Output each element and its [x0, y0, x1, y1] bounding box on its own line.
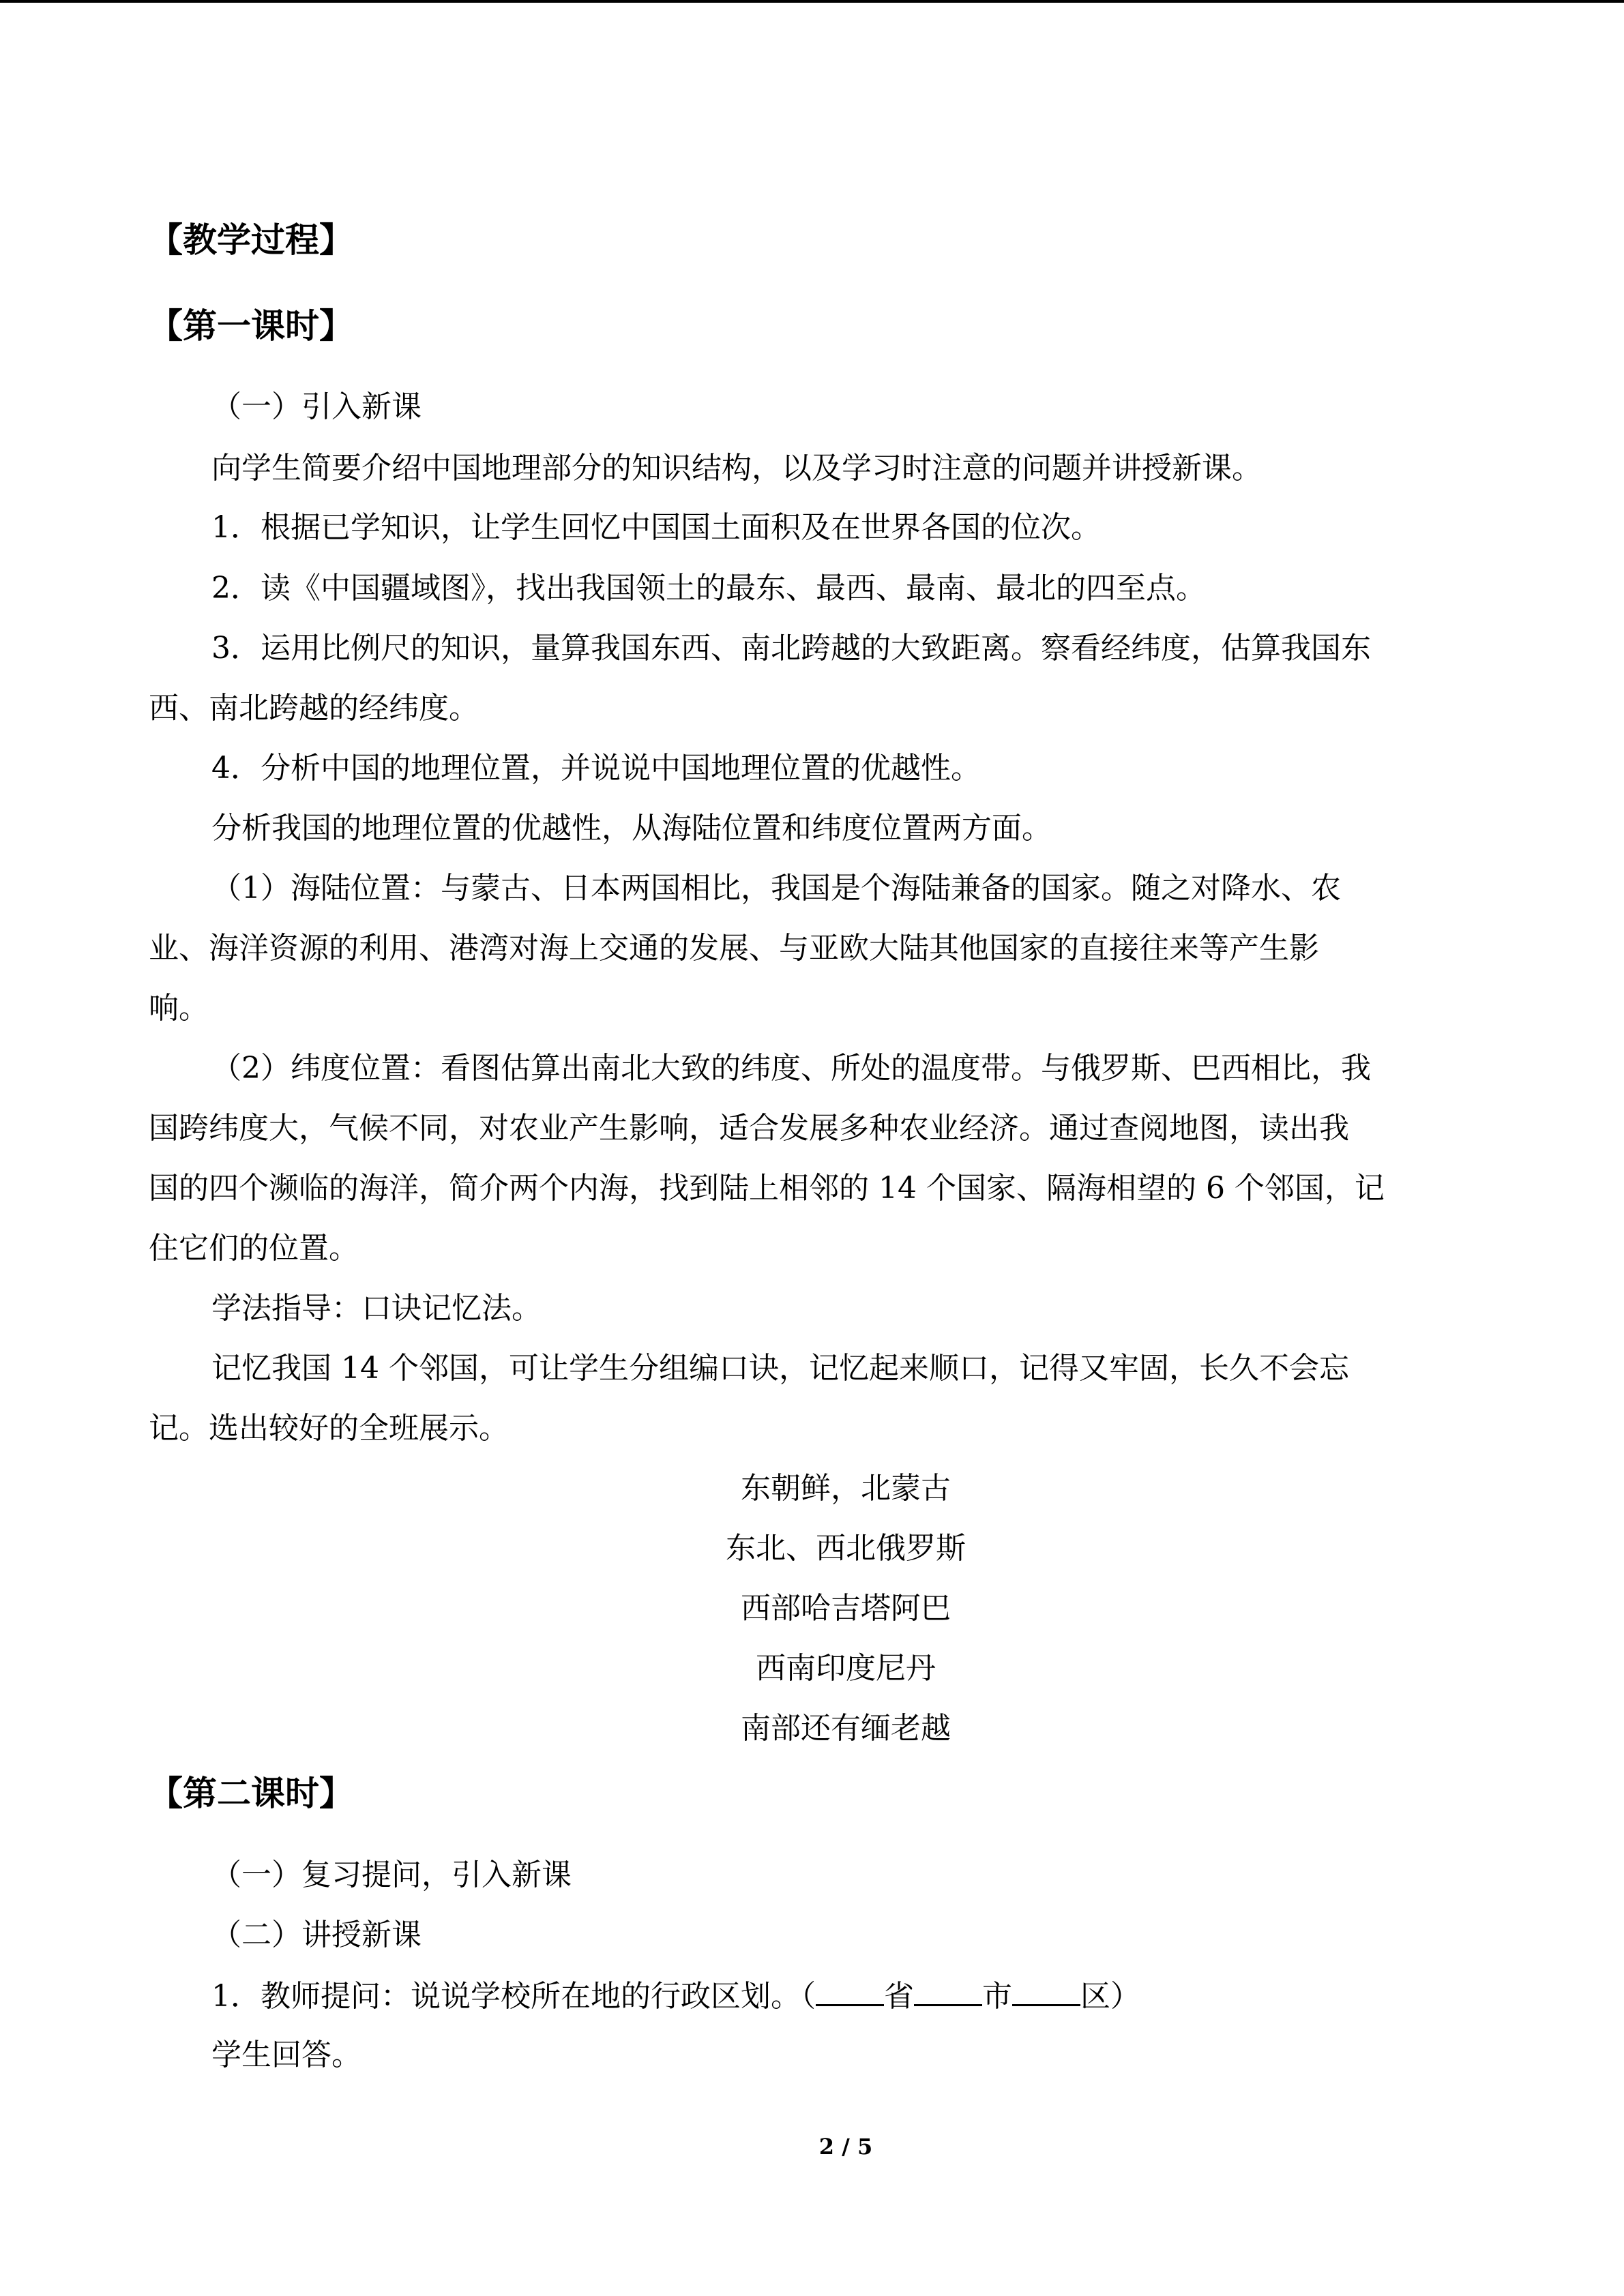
city-blank: [914, 1977, 982, 2006]
paragraph: （1）海陆位置：与蒙古、日本两国相比，我国是个海陆兼备的国家。随之对降水、农: [211, 871, 1341, 906]
district-blank: [1012, 1977, 1080, 2006]
paragraph: 1．根据已学知识，让学生回忆中国国土面积及在世界各国的位次。: [211, 510, 1101, 545]
mnemonic-verse-line: 西南印度尼丹: [756, 1651, 936, 1686]
paragraph-continuation: 业、海洋资源的利用、港湾对海上交通的发展、与亚欧大陆其他国家的直接往来等产生影: [149, 931, 1319, 966]
section-intro: （一）引入新课: [211, 389, 422, 424]
paragraph-continuation: 国的四个濒临的海洋，简介两个内海，找到陆上相邻的 14 个国家、隔海相望的 6 个邻国，记: [149, 1171, 1385, 1206]
paragraph: （2）纬度位置：看图估算出南北大致的纬度、所处的温度带。与俄罗斯、巴西相比，我: [211, 1051, 1371, 1086]
heading-teaching-process: 【教学过程】: [149, 220, 353, 260]
paragraph-continuation: 国跨纬度大，气候不同，对农业产生影响，适合发展多种农业经济。通过查阅地图，读出我: [149, 1111, 1349, 1146]
paragraph: 3．运用比例尺的知识，量算我国东西、南北跨越的大致距离。察看经纬度，估算我国东: [211, 631, 1371, 666]
province-label: 省: [884, 1979, 914, 2014]
mnemonic-verse-line: 南部还有缅老越: [741, 1711, 951, 1746]
heading-lesson-two: 【第二课时】: [149, 1774, 353, 1813]
paragraph: 分析我国的地理位置的优越性，从海陆位置和纬度位置两方面。: [211, 811, 1052, 846]
teacher-question: [211, 1977, 1140, 2015]
paragraph: 记忆我国 14 个邻国，可让学生分组编口诀，记忆起来顺口，记得又牢固，长久不会忘: [211, 1351, 1349, 1386]
district-label: 区）: [1080, 1979, 1140, 2014]
paragraph: 4．分析中国的地理位置，并说说中国地理位置的优越性。: [211, 751, 981, 786]
section-review: （一）复习提问，引入新课: [211, 1858, 572, 1892]
mnemonic-verse-line: 东北、西北俄罗斯: [726, 1531, 966, 1566]
student-answer: 学生回答。: [211, 2038, 361, 2072]
top-border-rule: [0, 0, 1624, 3]
paragraph: 2．读《中国疆域图》，找出我国领土的最东、最西、最南、最北的四至点。: [211, 571, 1206, 606]
paragraph-continuation: 住它们的位置。: [149, 1231, 359, 1266]
city-label: 市: [982, 1979, 1012, 2014]
mnemonic-verse-line: 西部哈吉塔阿巴: [741, 1591, 951, 1626]
paragraph-continuation: 西、南北跨越的经纬度。: [149, 691, 479, 726]
paragraph: 向学生简要介绍中国地理部分的知识结构，以及学习时注意的问题并讲授新课。: [211, 451, 1262, 486]
page-number: 2 / 5: [818, 2134, 873, 2160]
province-blank: [816, 1977, 884, 2006]
paragraph: 学法指导：口诀记忆法。: [211, 1291, 542, 1326]
paragraph-continuation: 响。: [149, 991, 209, 1026]
heading-lesson-one: 【第一课时】: [149, 306, 353, 346]
section-teach: （二）讲授新课: [211, 1918, 422, 1952]
paragraph-continuation: 记。选出较好的全班展示。: [149, 1411, 509, 1446]
question-text: 1．教师提问：说说学校所在地的行政区划。（: [211, 1979, 816, 2014]
mnemonic-verse-line: 东朝鲜，北蒙古: [741, 1471, 951, 1506]
